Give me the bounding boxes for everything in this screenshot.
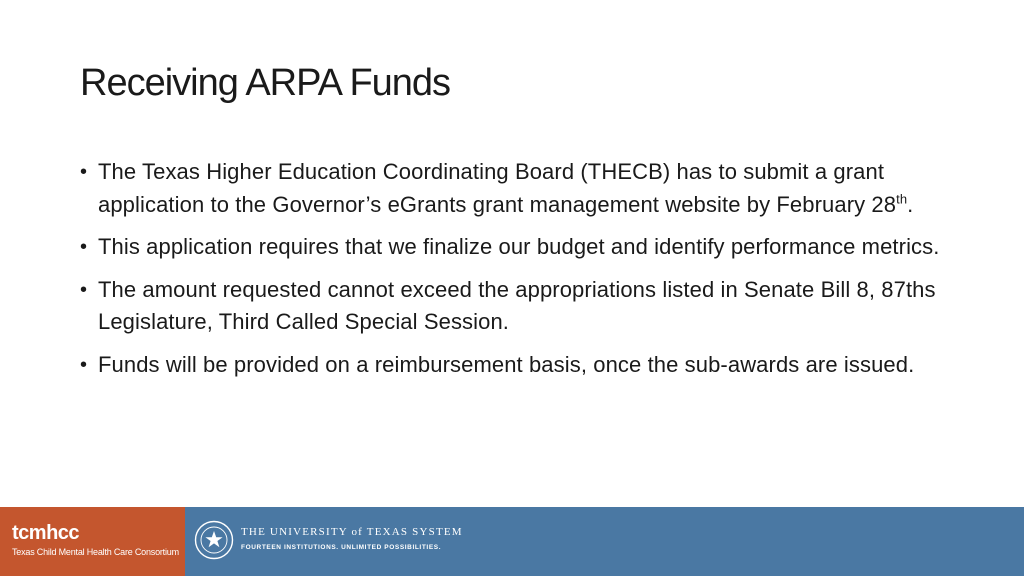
bullet-text: The Texas Higher Education Coordinating Board (THECB) has to submit a grant application to the Governor’s eGrants grant management website by February 28	[98, 159, 897, 217]
bullet-list	[80, 156, 960, 391]
bullet-icon: •	[80, 278, 88, 301]
slide-title: Receiving ARPA Funds	[80, 62, 451, 104]
bullet-text: This application requires that we finalize our budget and identify performance metrics.	[98, 234, 940, 259]
bullet-item	[80, 274, 960, 339]
bullet-suffix: .	[907, 191, 914, 217]
bullet-item	[80, 349, 960, 382]
ut-system-name: THE UNIVERSITY of TEXAS SYSTEM	[241, 526, 463, 538]
tcmhcc-logo-block	[0, 507, 185, 576]
tcmhcc-subtitle: Texas Child Mental Health Care Consortium	[12, 547, 179, 557]
tcmhcc-logo: tcmhcc	[12, 522, 80, 544]
bullet-icon: •	[80, 353, 88, 376]
bullet-item	[80, 156, 960, 221]
bullet-icon: •	[80, 161, 88, 183]
bullet-text: The amount requested cannot exceed the appropriations listed in Senate Bill 8, 87ths Legislature, Third Called Special Session.	[98, 276, 936, 334]
bullet-icon: •	[80, 236, 88, 258]
bullet-item	[80, 231, 960, 264]
footer-banner	[0, 507, 1024, 576]
bullet-text: Funds will be provided on a reimbursement basis, once the sub-awards are issued.	[98, 351, 915, 377]
ut-seal-icon	[194, 520, 234, 560]
ut-system-tagline: FOURTEEN INSTITUTIONS. UNLIMITED POSSIBILITIES.	[241, 544, 442, 551]
superscript-text: th	[896, 191, 908, 207]
